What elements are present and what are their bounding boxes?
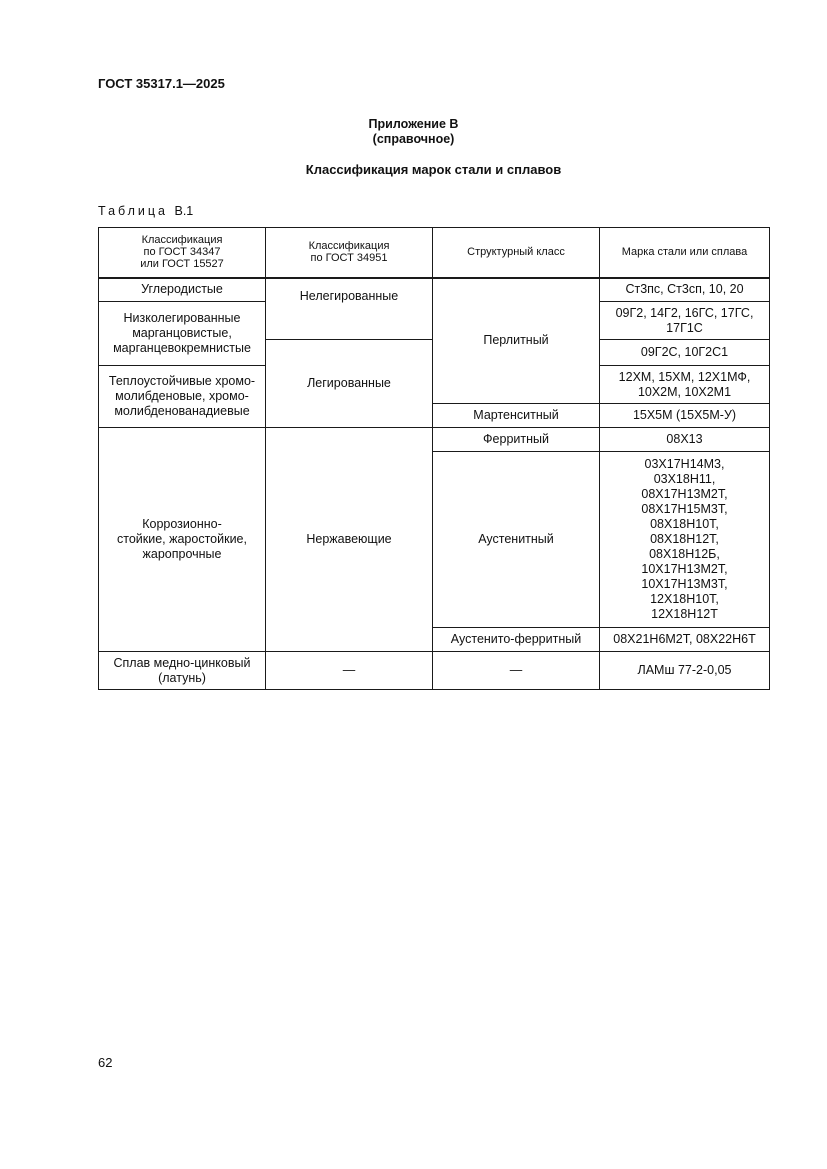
document-code: ГОСТ 35317.1—2025 — [98, 76, 225, 91]
cell-grade-brass: ЛАМш 77-2-0,05 — [600, 652, 770, 690]
table-row — [99, 278, 770, 302]
table-row — [99, 652, 770, 690]
cell-stainless: Нержавеющие — [266, 428, 433, 652]
table-label-number: В.1 — [174, 204, 194, 218]
table-row — [99, 428, 770, 452]
cell-martensitic: Мартенситный — [433, 404, 600, 428]
cell-grade-si: 09Г2С, 10Г2С1 — [600, 340, 770, 366]
cell-grade-aust: 03Х17Н14М3, 03Х18Н11, 08Х17Н13М2Т, 08Х17Н15М3Т, 08Х18Н10Т, 08Х18Н12Т, 08Х18Н12Б, 10Х17Н13М2Т, 10Х17Н13М3Т, 12Х18Н10Т, 12Х18Н12Т — [600, 452, 770, 628]
cell-unalloyed: Нелегированные — [266, 278, 433, 340]
classification-table — [98, 227, 770, 690]
appendix-note: (справочное) — [372, 132, 455, 146]
table-label — [98, 204, 193, 218]
cell-brass-class: — — [266, 652, 433, 690]
cell-grade-crmo: 12ХМ, 15ХМ, 12Х1МФ, 10Х2М, 10Х2М1 — [600, 366, 770, 404]
cell-alloyed: Легированные — [266, 340, 433, 428]
cell-ferritic: Ферритный — [433, 428, 600, 452]
cell-grade-mart: 15Х5М (15Х5М-У) — [600, 404, 770, 428]
cell-corrosion-resistant: Коррозионно- стойкие, жаростойкие, жаропрочные — [99, 428, 266, 652]
appendix-title: Приложение В — [368, 117, 459, 131]
cell-grade-mn: 09Г2, 14Г2, 16ГС, 17ГС, 17Г1С — [600, 302, 770, 340]
cell-brass: Сплав медно-цинковый (латунь) — [99, 652, 266, 690]
cell-low-alloy: Низколегированные марганцовистые, марганцевокремнистые — [99, 302, 266, 366]
appendix-title-block — [0, 117, 827, 147]
cell-austenitic-ferritic: Аустенито-ферритный — [433, 628, 600, 652]
header-structural-class: Структурный класс — [433, 228, 600, 278]
cell-carbon: Углеродистые — [99, 278, 266, 302]
table-header-row — [99, 228, 770, 278]
header-class-34951: Классификация по ГОСТ 34951 — [266, 228, 433, 278]
cell-grade-austferr: 08Х21Н6М2Т, 08Х22Н6Т — [600, 628, 770, 652]
header-steel-grade: Марка стали или сплава — [600, 228, 770, 278]
header-class-34347: Классификация по ГОСТ 34347 или ГОСТ 15527 — [99, 228, 266, 278]
cell-heat-resistant: Теплоустойчивые хромо-молибденовые, хромо-молибденованадиевые — [99, 366, 266, 428]
cell-grade-carbon: Ст3пс, Ст3сп, 10, 20 — [600, 278, 770, 302]
page-number: 62 — [98, 1055, 113, 1070]
cell-austenitic: Аустенитный — [433, 452, 600, 628]
cell-grade-ferr: 08Х13 — [600, 428, 770, 452]
table-label-prefix: Таблица — [98, 204, 169, 218]
cell-pearlitic: Перлитный — [433, 278, 600, 404]
appendix-heading: Классификация марок стали и сплавов — [305, 162, 562, 177]
cell-brass-struct: — — [433, 652, 600, 690]
